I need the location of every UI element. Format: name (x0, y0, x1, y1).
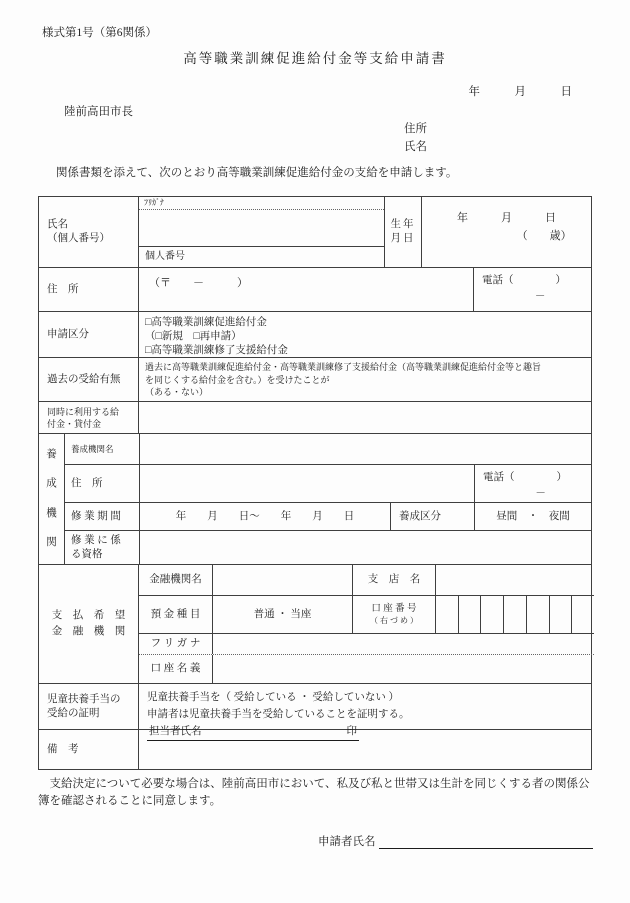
account-number-box (458, 596, 481, 633)
qualification-label: 修 業 に 係 る資格 (71, 534, 121, 560)
category-row (39, 311, 591, 357)
birthdate-field-cell (421, 197, 591, 267)
account-number-box (503, 596, 526, 633)
child-allowance-line1: 児童扶養手当を（ 受給している ・ 受給していない ） (147, 692, 399, 703)
study-period-field-cell: 年 月 日～ 年 月 日 (139, 503, 390, 530)
org-name-field-cell (139, 434, 591, 464)
address-row (39, 267, 591, 311)
child-allowance-label: 児童扶養手当の 受給の証明 (47, 693, 121, 719)
category-option-completion: □高等職業訓練修了支援給付金 (145, 345, 288, 356)
org-address-field-cell (139, 465, 474, 502)
page-title: 高等職業訓練促進給付金等支給申請書 (183, 51, 447, 66)
bank-name-field-cell (212, 565, 352, 595)
org-phone-label: 電話（ ） (483, 472, 567, 483)
applicant-signature-block (318, 833, 593, 849)
applicant-signature-line (379, 835, 593, 849)
bank-group (39, 564, 591, 683)
account-furigana-row (139, 633, 594, 655)
applicant-name-label: 氏名 (404, 141, 427, 153)
category-options-cell (138, 312, 591, 357)
branch-name-field-cell (435, 565, 594, 595)
simultaneous-row (39, 401, 591, 433)
account-number-box (549, 596, 572, 633)
category-option-promotion: □高等職業訓練促進給付金 (145, 317, 267, 328)
consent-paragraph: 支給決定について必要な場合は、陸前高田市において、私及び私と世帯又は生計を同じくする者の関係公簿を確認されることに同意します。 (38, 778, 590, 807)
stamp-mark: 印 (346, 726, 357, 737)
postal-field-cell: （〒 － ） (138, 268, 473, 311)
history-content-cell: 過去に高等職業訓練促進給付金・高等職業訓練修了支援給付金（高等職業訓練促進給付金等と趣旨 を同じくする給付金を含む。）を受けたことが （ある・ない） (138, 358, 591, 401)
name-input-space (139, 210, 384, 246)
addressee-mayor: 陸前高田市長 (64, 106, 133, 118)
bank-name-label: 金融機関名 (149, 574, 202, 585)
qualification-field-cell (139, 531, 591, 564)
history-row-label: 過去の受給有無 (47, 373, 121, 385)
day-night-cell: 昼間 ・ 夜間 (474, 503, 591, 530)
birthdate-text: 年 月 日 (457, 212, 556, 224)
category-row-label: 申請区分 (47, 328, 89, 340)
account-number-boxes (435, 596, 594, 633)
org-phone-dash: － (535, 488, 546, 499)
header-date-line: 年 月 日 (468, 86, 572, 98)
child-allowance-row (39, 683, 591, 737)
org-phone-field-cell (474, 465, 591, 502)
name-row-label: 氏名 （個人番号） (47, 219, 110, 244)
branch-name-label: 支 店 名 (352, 565, 435, 595)
account-number-box (436, 596, 458, 633)
remarks-field-cell (138, 730, 591, 769)
account-furigana-label: フ リ ガ ナ (150, 638, 201, 649)
account-number-label: 口 座 番 号 （ 右 づ め ） (352, 596, 435, 633)
intro-text: 関係書類を添えて、次のとおり高等職業訓練促進給付金の支給を申請します。 (56, 167, 458, 179)
deposit-type-row (139, 595, 594, 633)
study-period-row (65, 502, 591, 530)
child-allowance-line2: 申請者は児童扶養手当を受給していることを証明する。 担当者氏名 印 (147, 706, 591, 741)
org-address-label: 住 所 (71, 477, 103, 489)
training-org-group (39, 433, 591, 564)
simultaneous-row-label: 同時に利用する給 付金・貸付金 (47, 406, 120, 429)
training-org-vertical-label: 養 成 機 関 (46, 448, 57, 549)
bank-name-row (139, 565, 594, 595)
account-furigana-field-cell (212, 634, 594, 654)
applicant-signature-label: 申請者氏名 (318, 836, 376, 848)
account-holder-row (139, 655, 594, 683)
remarks-row (39, 729, 591, 769)
certifier-name-label: 担当者氏名 (149, 726, 202, 737)
study-period-label: 修 業 期 間 (71, 510, 121, 522)
name-field-cell (138, 197, 384, 267)
account-number-box (571, 596, 594, 633)
history-row (39, 357, 591, 401)
form-code: 様式第1号（第6関係） (42, 27, 157, 39)
applicant-address-label: 住所 (404, 123, 427, 135)
phone-dash: － (534, 291, 546, 302)
birthdate-label: 生年 月日 (384, 197, 421, 267)
account-holder-label: 口 座 名 義 (150, 663, 201, 674)
org-address-row (65, 464, 591, 502)
qualification-row (65, 530, 591, 564)
application-table (38, 196, 592, 770)
deposit-type-label: 預 金 種 目 (150, 608, 201, 620)
address-row-label: 住 所 (47, 283, 79, 295)
name-row (39, 197, 591, 267)
category-option-new-or-re: （□新規 □再申請） (145, 331, 242, 342)
age-text: （ 歳） (516, 230, 572, 242)
bank-group-label: 支 払 希 望 金 融 機 関 (51, 610, 126, 637)
remarks-label: 備 考 (47, 743, 79, 755)
org-name-row (65, 434, 591, 464)
phone-field-cell (473, 268, 591, 311)
account-number-box (526, 596, 549, 633)
simultaneous-content-cell (138, 402, 591, 433)
phone-label: 電話（ ） (482, 275, 566, 286)
account-holder-field-cell (212, 655, 594, 683)
personal-number-label: 個人番号 (139, 246, 384, 267)
deposit-type-value: 普通 ・ 当座 (212, 596, 352, 633)
child-allowance-content (138, 684, 591, 737)
org-name-label: 養成機関名 (71, 444, 114, 454)
training-division-label: 養成区分 (390, 503, 474, 530)
furigana-label: ﾌﾘｶﾞﾅ (139, 197, 384, 210)
account-number-box (480, 596, 503, 633)
